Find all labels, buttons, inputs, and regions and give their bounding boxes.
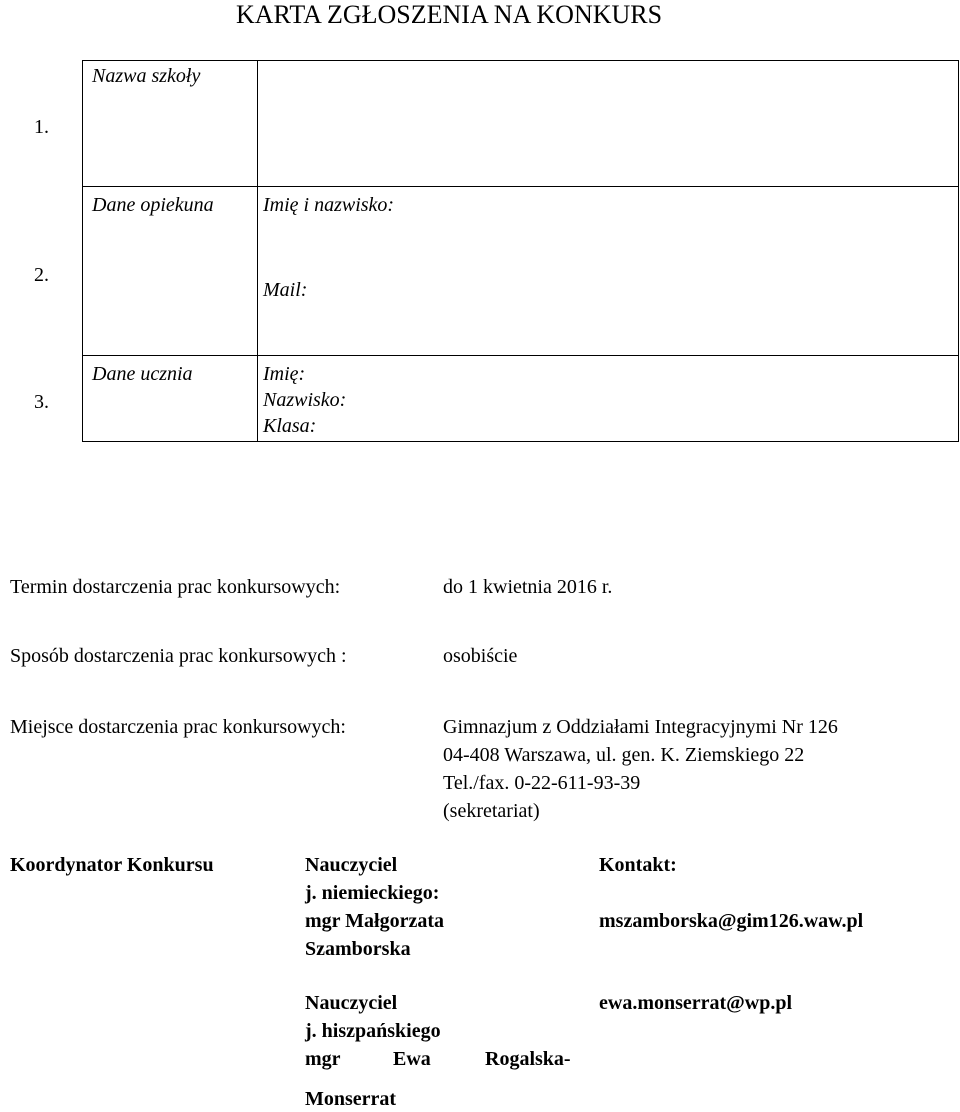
school-name-field[interactable] [262, 64, 952, 182]
teacher-1-line: j. niemieckiego: [305, 882, 440, 904]
student-class-field[interactable]: Klasa: [263, 415, 317, 437]
row-number: 1. [34, 116, 49, 138]
guardian-name-field[interactable]: Imię i nazwisko: [263, 194, 395, 216]
teacher-2-line: mgr [305, 1048, 341, 1070]
deadline-value: do 1 kwietnia 2016 r. [443, 576, 613, 598]
teacher-2-line: Ewa [393, 1048, 431, 1070]
guardian-data-label: Dane opiekuna [92, 194, 214, 216]
table-border-bottom [82, 441, 958, 442]
teacher-1-email[interactable]: mszamborska@gim126.waw.pl [599, 910, 864, 932]
teacher-2-line: Rogalska- [485, 1048, 571, 1070]
teacher-1-line: mgr Małgorzata [305, 910, 445, 932]
student-last-name-field[interactable]: Nazwisko: [263, 389, 347, 411]
table-column-divider [257, 60, 258, 442]
teacher-2-line: Monserrat [305, 1088, 397, 1110]
table-row-divider [82, 186, 958, 187]
school-name-label: Nazwa szkoły [92, 65, 201, 87]
table-row-divider [82, 355, 958, 356]
teacher-2-line: Nauczyciel [305, 992, 398, 1014]
delivery-method-label: Sposób dostarczenia prac konkursowych : [10, 645, 347, 667]
deadline-label: Termin dostarczenia prac konkursowych: [10, 576, 341, 598]
delivery-place-line: (sekretariat) [443, 800, 540, 822]
form-title: KARTA ZGŁOSZENIA NA KONKURS [236, 0, 663, 29]
delivery-method-value: osobiście [443, 645, 518, 667]
guardian-mail-field[interactable]: Mail: [263, 279, 308, 301]
delivery-place-label: Miejsce dostarczenia prac konkursowych: [10, 716, 346, 738]
table-border-right [958, 60, 959, 442]
delivery-place-line: Tel./fax. 0-22-611-93-39 [443, 772, 641, 794]
row-number: 3. [34, 391, 49, 413]
row-number: 2. [34, 264, 49, 286]
coordinator-label: Koordynator Konkursu [10, 854, 214, 876]
contact-label: Kontakt: [599, 854, 677, 876]
teacher-2-email[interactable]: ewa.monserrat@wp.pl [599, 992, 793, 1014]
student-data-label: Dane ucznia [92, 363, 193, 385]
table-border-left [82, 60, 83, 442]
teacher-2-line: j. hiszpańskiego [305, 1020, 441, 1042]
teacher-1-line: Nauczyciel [305, 854, 398, 876]
delivery-place-line: Gimnazjum z Oddziałami Integracyjnymi Nr 126 [443, 716, 838, 738]
table-border-top [82, 60, 958, 61]
teacher-1-line: Szamborska [305, 938, 411, 960]
student-first-name-field[interactable]: Imię: [263, 363, 306, 385]
delivery-place-line: 04-408 Warszawa, ul. gen. K. Ziemskiego 22 [443, 744, 805, 766]
